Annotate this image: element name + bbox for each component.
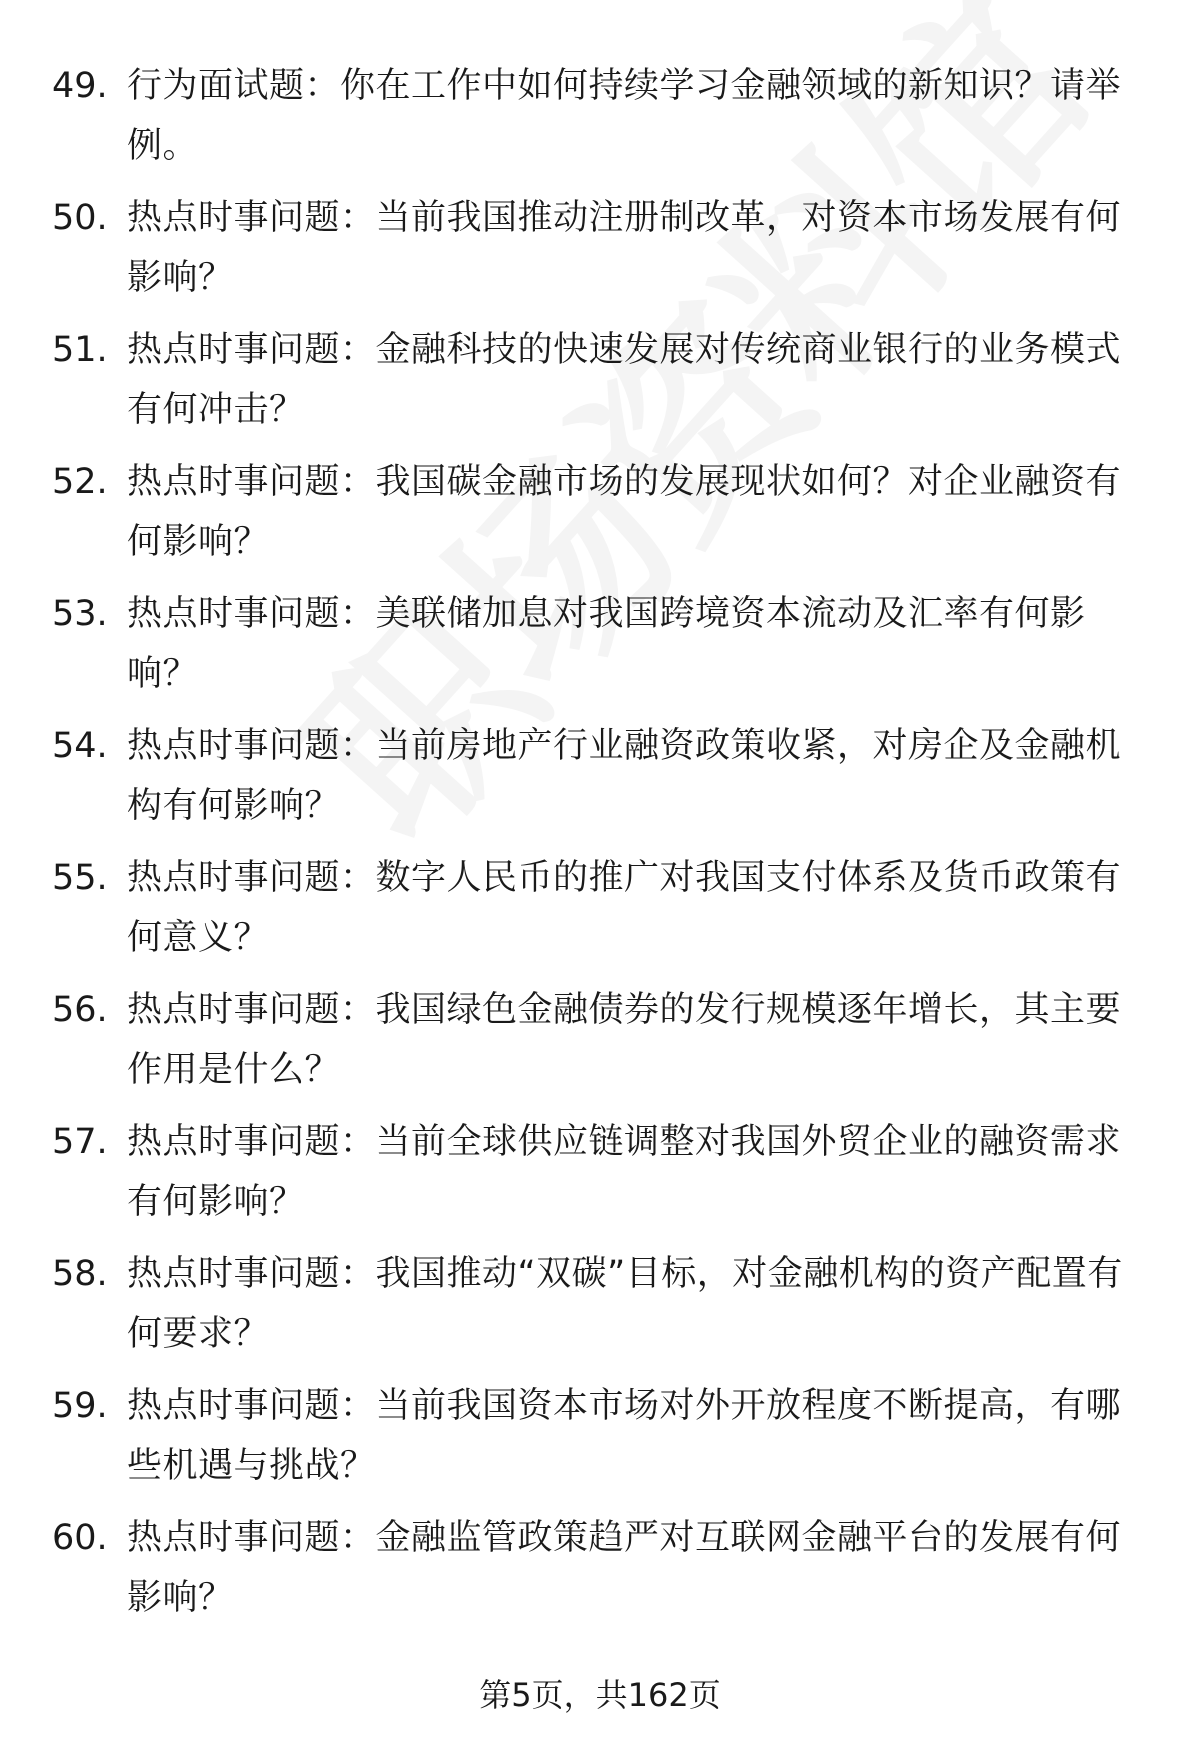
question-number: 57.: [52, 1122, 108, 1162]
list-item: [0, 980, 1200, 1112]
question-text: 热点时事问题：数字人民币的推广对我国支付体系及货币政策有何意义？: [127, 858, 1122, 958]
question-list: [0, 56, 1200, 1640]
question-number: 52.: [52, 462, 108, 502]
question-number: 55.: [52, 858, 108, 898]
list-item: [0, 1112, 1200, 1244]
question-text: 热点时事问题：当前我国推动注册制改革，对资本市场发展有何影响？: [127, 198, 1122, 298]
question-text: 热点时事问题：当前我国资本市场对外开放程度不断提高，有哪些机遇与挑战？: [127, 1386, 1122, 1486]
question-number: 59.: [52, 1386, 108, 1426]
question-text: 热点时事问题：我国碳金融市场的发展现状如何？对企业融资有何影响？: [127, 462, 1122, 562]
list-item: [0, 320, 1200, 452]
list-item: [0, 1508, 1200, 1640]
question-number: 58.: [52, 1254, 108, 1294]
question-number: 51.: [52, 330, 108, 370]
question-text: 热点时事问题：美联储加息对我国跨境资本流动及汇率有何影响？: [127, 594, 1086, 694]
list-item: [0, 188, 1200, 320]
question-number: 53.: [52, 594, 108, 634]
question-text: 热点时事问题：金融科技的快速发展对传统商业银行的业务模式有何冲击？: [127, 330, 1122, 430]
list-item: [0, 452, 1200, 584]
list-item: [0, 584, 1200, 716]
question-number: 50.: [52, 198, 108, 238]
list-item: [0, 848, 1200, 980]
question-text: 热点时事问题：金融监管政策趋严对互联网金融平台的发展有何影响？: [127, 1518, 1122, 1618]
question-number: 56.: [52, 990, 108, 1030]
list-item: [0, 56, 1200, 188]
question-number: 60.: [52, 1518, 108, 1558]
question-text: 热点时事问题：我国推动“双碳”目标，对金融机构的资产配置有何要求？: [127, 1254, 1123, 1354]
question-text: 热点时事问题：当前房地产行业融资政策收紧，对房企及金融机构有何影响？: [127, 726, 1122, 826]
list-item: [0, 1244, 1200, 1376]
list-item: [0, 716, 1200, 848]
question-text: 热点时事问题：我国绿色金融债券的发行规模逐年增长，其主要作用是什么？: [127, 990, 1122, 1090]
question-number: 54.: [52, 726, 108, 766]
list-item: [0, 1376, 1200, 1508]
question-text: 热点时事问题：当前全球供应链调整对我国外贸企业的融资需求有何影响？: [127, 1122, 1122, 1222]
question-number: 49.: [52, 66, 108, 106]
page-footer: 第5页，共162页: [479, 1676, 721, 1714]
question-text: 行为面试题：你在工作中如何持续学习金融领域的新知识？请举例。: [127, 66, 1122, 166]
